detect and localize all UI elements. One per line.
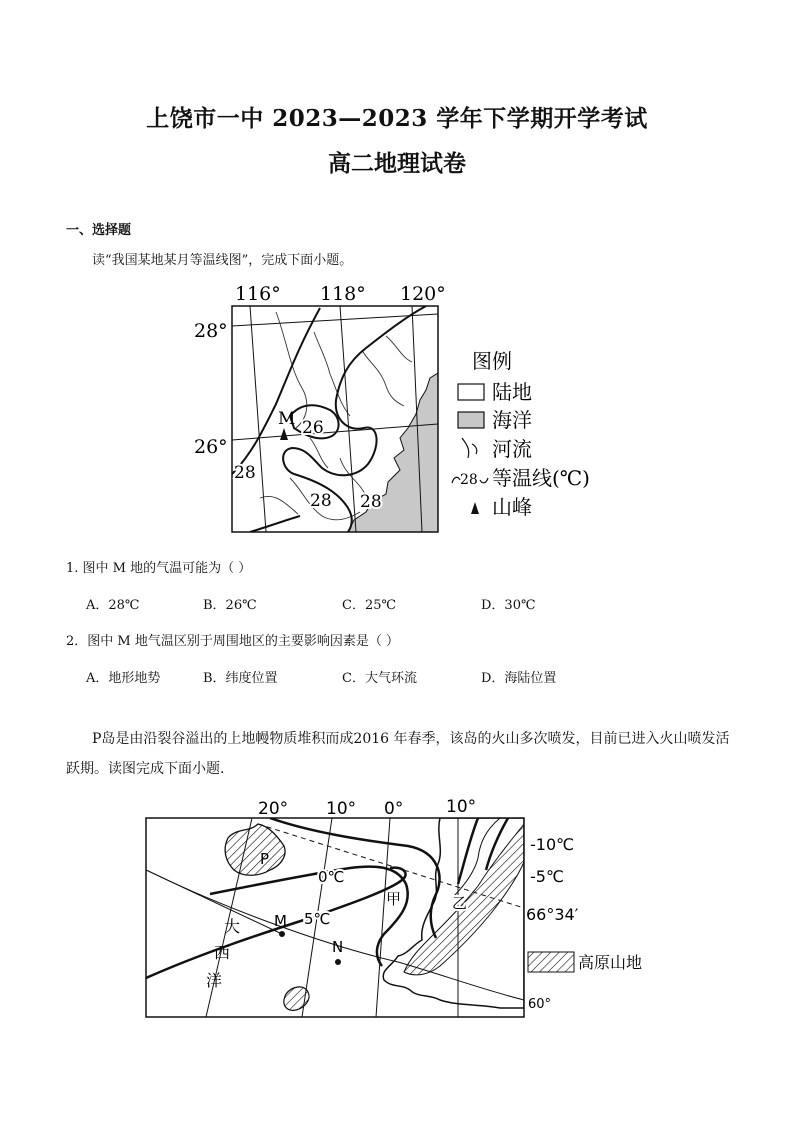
peak-icon xyxy=(280,428,288,440)
point-label-n: N xyxy=(332,938,344,956)
isotherm-label-5c: 5℃ xyxy=(304,910,331,928)
question-2-stem: 2．图中 M 地气温区别于周围地区的主要影响因素是（ ） xyxy=(66,634,399,649)
point-label-yi: 乙 xyxy=(452,894,468,912)
point-label-p: P xyxy=(260,850,270,868)
lat-label-arctic-circle: 66°34′ xyxy=(526,905,579,924)
passage-2: P岛是由沿裂谷溢出的上地幔物质堆积而成2016 年春季，该岛的火山多次喷发，目前已进入火山喷发活跃期。读图完成下面小题. xyxy=(66,731,730,777)
ocean-label-char: 大 xyxy=(224,917,241,936)
lon-label-120: 120° xyxy=(400,283,446,305)
lon-label-0: 0° xyxy=(384,799,404,819)
lon-label-20w: 20° xyxy=(258,799,289,819)
lon-label-116: 116° xyxy=(235,283,281,305)
svg-text:28: 28 xyxy=(460,472,478,488)
point-m-marker xyxy=(279,931,285,937)
land-swatch-icon xyxy=(458,384,484,400)
map1-legend xyxy=(452,349,590,519)
isotherm-label: 26 xyxy=(302,418,324,438)
river-icon xyxy=(462,438,477,458)
plateau-legend-icon xyxy=(528,952,574,972)
question-1-option-b[interactable]: B．26℃ xyxy=(203,598,257,613)
map1-body xyxy=(232,306,438,532)
lat-label-28: 28° xyxy=(194,320,228,342)
iceland-p-island xyxy=(225,824,285,875)
lon-label-118: 118° xyxy=(320,283,366,305)
isotherm-label-0c: 0℃ xyxy=(318,868,345,886)
lon-label-10e: 10° xyxy=(446,797,477,817)
legend-river-label: 河流 xyxy=(492,437,532,461)
question-2-option-a[interactable]: A．地形地势 xyxy=(86,671,161,686)
lon-label-10w: 10° xyxy=(326,799,357,819)
isotherm-label: 28 xyxy=(360,492,382,512)
question-1-option-c[interactable]: C．25℃ xyxy=(342,598,397,613)
lat-label-60n: 60° xyxy=(528,997,552,1012)
exam-subtitle: 高二地理试卷 xyxy=(328,150,466,177)
question-1-option-a[interactable]: A．28℃ xyxy=(86,598,140,613)
question-2-option-c[interactable]: C．大气环流 xyxy=(342,671,417,686)
legend-plateau-label: 高原山地 xyxy=(578,953,643,972)
isotherm-map xyxy=(190,278,610,538)
lat-label-26: 26° xyxy=(194,436,228,458)
point-n-marker xyxy=(335,959,341,965)
point-label-jia: 甲 xyxy=(386,890,402,908)
ocean-swatch-icon xyxy=(458,412,484,428)
legend-title: 图例 xyxy=(472,349,512,373)
legend-isotherm-label: 等温线(℃) xyxy=(492,466,590,490)
point-label-m: M xyxy=(274,912,287,930)
british-isles-land xyxy=(284,987,309,1010)
peak-label-m: M xyxy=(278,409,296,429)
section-heading: 一、选择题 xyxy=(66,223,132,238)
ocean-label-char: 西 xyxy=(214,943,231,962)
ocean-label-char: 洋 xyxy=(206,971,223,990)
question-group-intro: 读“我国某地某月等温线图”，完成下面小题。 xyxy=(92,253,353,268)
question-2-option-d[interactable]: D．海陆位置 xyxy=(481,671,557,686)
exam-title: 上饶市一中 2023—2023 学年下学期开学考试 xyxy=(146,105,648,132)
legend-peak-label: 山峰 xyxy=(492,495,532,519)
question-1-stem: 1. 图中 M 地的气温可能为（ ） xyxy=(66,561,252,576)
legend-ocean-label: 海洋 xyxy=(492,408,532,432)
legend-land-label: 陆地 xyxy=(492,380,532,404)
question-1-option-d[interactable]: D．30℃ xyxy=(481,598,536,613)
isotherm-icon xyxy=(452,472,488,488)
isotherm-label-minus10c: -10℃ xyxy=(530,835,575,854)
question-2-option-b[interactable]: B．纬度位置 xyxy=(203,671,278,686)
peak-icon xyxy=(471,502,479,514)
isotherm-label: 28 xyxy=(310,491,332,511)
north-atlantic-map xyxy=(140,794,660,1024)
isotherm-label-minus5c: -5℃ xyxy=(530,867,564,886)
map2-body xyxy=(146,818,524,1017)
isotherm-label: 28 xyxy=(234,463,256,483)
